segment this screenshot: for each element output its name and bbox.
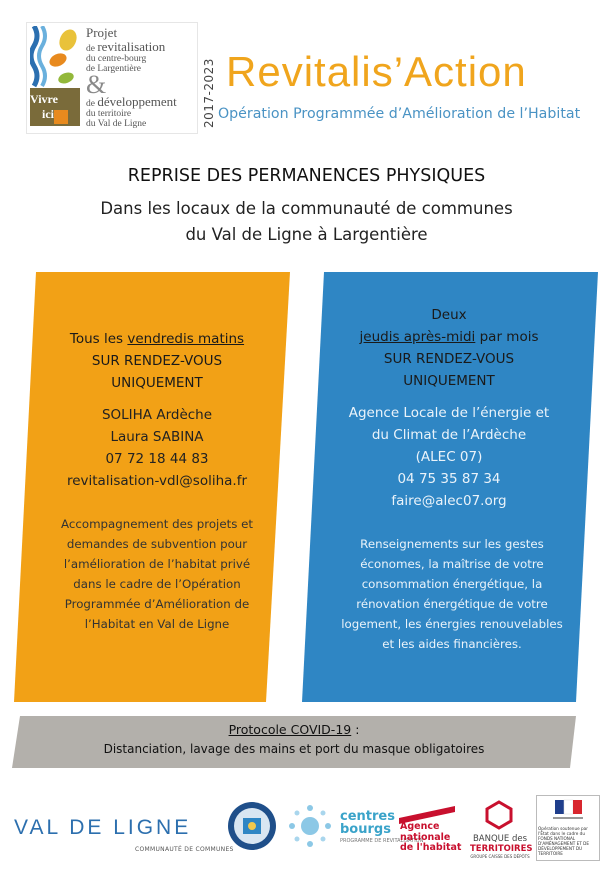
centres-bourgs-logo: centres bourgs (340, 809, 395, 837)
val-de-ligne-subtitle: COMMUNAUTÉ DE COMMUNES (135, 846, 234, 853)
banque-territoires-hexagon-icon (484, 800, 514, 830)
left-email[interactable]: revitalisation-vdl@soliha.fr (66, 473, 248, 489)
seal-icon (226, 800, 278, 852)
centres-bourgs-subtitle: PROGRAMME DE REVITALISATION (340, 838, 424, 844)
covid-body: Distanciation, lavage des mains et port du masque obligatoires (103, 742, 485, 756)
covid-title: Protocole COVID-19 : (228, 722, 360, 737)
page-subtitle (0, 196, 613, 248)
right-org-line-1: Agence Locale de l’énergie et (348, 405, 550, 421)
right-schedule: Deux jeudis après-midi par mois SUR RENDEZ-VOUS UNIQUEMENT (359, 307, 539, 389)
right-email[interactable]: faire@alec07.org (391, 493, 507, 509)
left-contact (40, 404, 274, 492)
left-phone[interactable]: 07 72 18 44 83 (105, 451, 209, 467)
right-phone[interactable]: 04 75 35 87 34 (397, 471, 501, 487)
left-person: Laura SABINA (110, 429, 204, 445)
right-contact (318, 402, 580, 512)
republique-francaise-text: Opération soutenue par l'État dans le cadre du FONDS NATIONAL D'AMÉNAGEMENT ET DE DÉVELOPPEMENT DU TERRITOIRE (538, 826, 589, 856)
brand-title: Revitalis’Action (226, 48, 527, 95)
anah-logo-text: Agence nationale de l'habitat (400, 821, 462, 853)
left-description: Accompagnement des projets et demandes de subvention pour l’amélioration de l’habitat privé dans le cadre de l’Opération Programmée d’Amélioration de l’Habitat en Val de Ligne (61, 517, 253, 631)
logo-text: Projet de revitalisation du centre-bourg de Largentière & de développement du territoire du Val de Ligne (86, 25, 177, 130)
left-org: SOLIHA Ardèche (101, 407, 213, 423)
right-description: Renseignements sur les gestes économes, la maîtrise de votre consommation énergétique, la rénovation énergétique de votre logement, les énergies renouvelables et les aides financières. (341, 537, 563, 651)
right-org-short: (ALEC 07) (415, 449, 483, 465)
page-title: REPRISE DES PERMANENCES PHYSIQUES (127, 166, 486, 186)
marianne-icon (537, 796, 599, 826)
years-label: 2017-2023 (202, 58, 216, 128)
banque-territoires-logo: BANQUE des TERRITOIRES GROUPE CAISSE DES DÉPÔTS (470, 834, 533, 859)
brand-subtitle: Opération Programmée d’Amélioration de l’Habitat (218, 106, 581, 122)
logo-vivre-text: Vivre ici (30, 92, 58, 121)
dots-logo-icon (284, 800, 336, 852)
subtitle-line-1: Dans les locaux de la communauté de communes (100, 199, 513, 218)
right-org-line-2: du Climat de l’Ardèche (371, 427, 527, 443)
val-de-ligne-logo: VAL DE LIGNE (14, 816, 192, 839)
left-schedule: Tous les vendredis matins SUR RENDEZ-VOUS UNIQUEMENT (69, 331, 245, 391)
subtitle-line-2: du Val de Ligne à Largentière (185, 225, 428, 244)
